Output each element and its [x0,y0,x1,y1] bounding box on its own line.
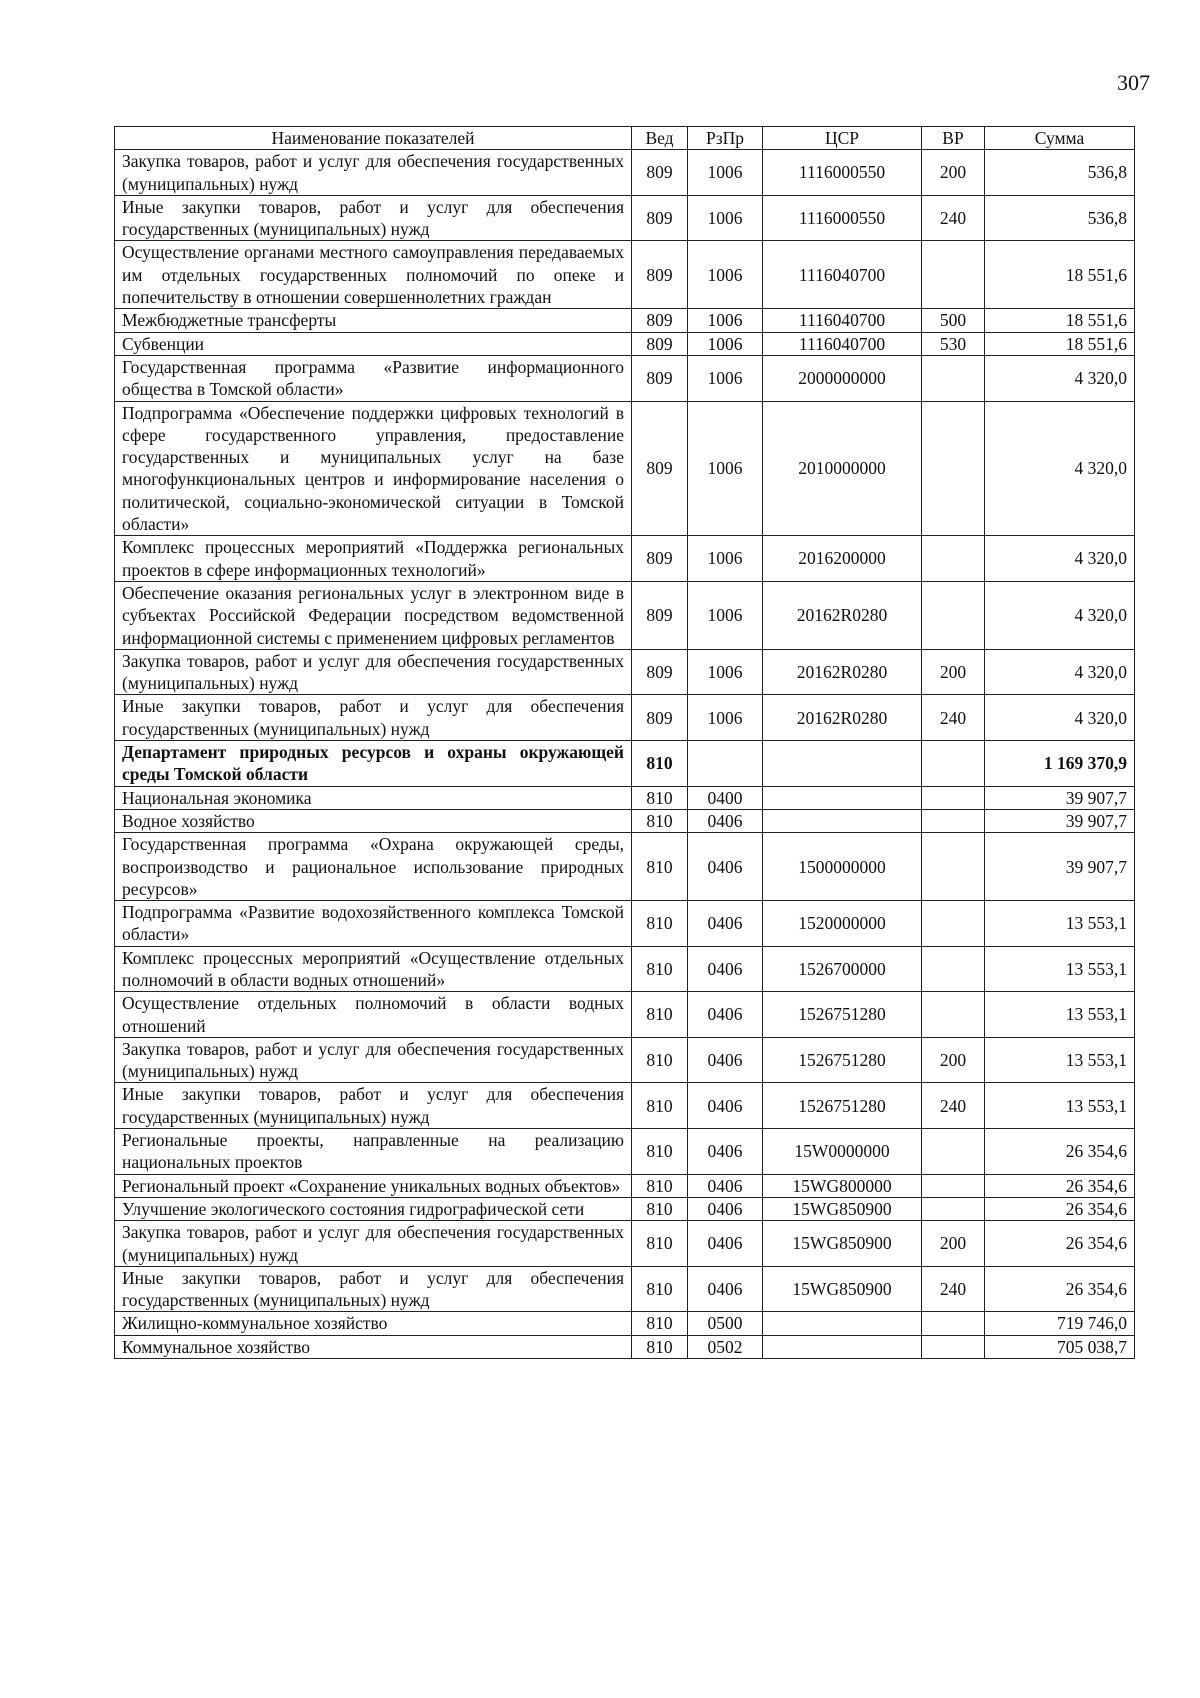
cell-sum: 4 320,0 [985,581,1135,649]
cell-name: Комплекс процессных мероприятий «Поддержка региональных проектов в сфере информационных технологий» [115,536,632,582]
table-row [115,741,1135,787]
page-number: 307 [1117,70,1150,95]
cell-ved: 810 [632,1221,688,1267]
cell-rzpr: 1006 [688,695,763,741]
cell-vr [922,1335,985,1358]
cell-vr: 240 [922,695,985,741]
cell-name: Иные закупки товаров, работ и услуг для обеспечения государственных (муниципальных) нужд [115,195,632,241]
cell-ved: 810 [632,1197,688,1220]
cell-rzpr: 1006 [688,401,763,536]
table-row [115,1174,1135,1197]
cell-rzpr: 0406 [688,809,763,832]
cell-sum: 39 907,7 [985,833,1135,901]
cell-rzpr: 1006 [688,536,763,582]
cell-csr: 1526700000 [763,946,922,992]
table-row [115,1312,1135,1335]
cell-name: Иные закупки товаров, работ и услуг для обеспечения государственных (муниципальных) нужд [115,1266,632,1312]
table-row [115,649,1135,695]
cell-csr [763,1335,922,1358]
cell-csr: 15WG800000 [763,1174,922,1197]
cell-ved: 810 [632,1335,688,1358]
cell-csr: 20162R0280 [763,649,922,695]
cell-vr [922,536,985,582]
cell-vr [922,809,985,832]
cell-vr: 240 [922,195,985,241]
cell-sum: 13 553,1 [985,946,1135,992]
table-row [115,1037,1135,1083]
cell-csr: 15WG850900 [763,1197,922,1220]
cell-sum: 13 553,1 [985,1037,1135,1083]
cell-csr: 1526751280 [763,1083,922,1129]
cell-sum: 26 354,6 [985,1174,1135,1197]
cell-csr: 20162R0280 [763,581,922,649]
cell-name: Государственная программа «Развитие информационного общества в Томской области» [115,355,632,401]
cell-csr [763,741,922,787]
cell-rzpr: 0406 [688,901,763,947]
cell-ved: 809 [632,241,688,309]
cell-name: Подпрограмма «Развитие водохозяйственного комплекса Томской области» [115,901,632,947]
cell-name: Комплекс процессных мероприятий «Осуществление отдельных полномочий в области водных отношений» [115,946,632,992]
cell-name: Осуществление органами местного самоуправления передаваемых им отдельных государственных полномочий по опеке и попечительству в отношении совершеннолетних граждан [115,241,632,309]
header-csr: ЦСР [763,127,922,150]
cell-name: Региональные проекты, направленные на реализацию национальных проектов [115,1129,632,1175]
cell-ved: 809 [632,309,688,332]
cell-name: Закупка товаров, работ и услуг для обеспечения государственных (муниципальных) нужд [115,1037,632,1083]
table-row [115,992,1135,1038]
cell-csr [763,1312,922,1335]
cell-rzpr: 0406 [688,1037,763,1083]
cell-vr: 200 [922,1037,985,1083]
cell-ved: 810 [632,1083,688,1129]
cell-name: Закупка товаров, работ и услуг для обеспечения государственных (муниципальных) нужд [115,649,632,695]
cell-csr: 2010000000 [763,401,922,536]
cell-sum: 4 320,0 [985,355,1135,401]
cell-sum: 18 551,6 [985,332,1135,355]
cell-vr: 240 [922,1083,985,1129]
cell-name: Подпрограмма «Обеспечение поддержки цифровых технологий в сфере государственного управления, предоставление государственных и муниципальных услуг на базе многофункциональных центров и информирование населения о политической, социально-экономической ситуации в Томской области» [115,401,632,536]
table-row [115,195,1135,241]
cell-name: Коммунальное хозяйство [115,1335,632,1358]
table-row [115,786,1135,809]
cell-name: Улучшение экологического состояния гидрографической сети [115,1197,632,1220]
table-row [115,150,1135,196]
cell-ved: 809 [632,195,688,241]
cell-rzpr: 1006 [688,309,763,332]
cell-csr: 20162R0280 [763,695,922,741]
cell-vr [922,241,985,309]
cell-rzpr: 0500 [688,1312,763,1335]
cell-name: Субвенции [115,332,632,355]
cell-ved: 810 [632,833,688,901]
cell-csr: 1116040700 [763,332,922,355]
cell-vr [922,992,985,1038]
table-row [115,946,1135,992]
cell-rzpr: 0406 [688,1129,763,1175]
cell-ved: 809 [632,355,688,401]
cell-sum: 39 907,7 [985,809,1135,832]
cell-rzpr: 0502 [688,1335,763,1358]
header-name: Наименование показателей [115,127,632,150]
cell-rzpr [688,741,763,787]
cell-ved: 809 [632,401,688,536]
table-row [115,309,1135,332]
cell-vr: 200 [922,649,985,695]
cell-csr: 15WG850900 [763,1221,922,1267]
cell-rzpr: 0406 [688,833,763,901]
table-row [115,1083,1135,1129]
cell-csr: 1500000000 [763,833,922,901]
cell-csr: 1526751280 [763,992,922,1038]
cell-sum: 1 169 370,9 [985,741,1135,787]
header-rzpr: РзПр [688,127,763,150]
cell-ved: 810 [632,809,688,832]
cell-ved: 810 [632,901,688,947]
cell-name: Водное хозяйство [115,809,632,832]
table-row [115,833,1135,901]
cell-rzpr: 1006 [688,241,763,309]
cell-vr: 200 [922,1221,985,1267]
cell-ved: 809 [632,649,688,695]
cell-name: Департамент природных ресурсов и охраны окружающей среды Томской области [115,741,632,787]
cell-ved: 809 [632,332,688,355]
cell-vr [922,1174,985,1197]
cell-csr [763,809,922,832]
table-row [115,1221,1135,1267]
cell-ved: 810 [632,741,688,787]
cell-sum: 26 354,6 [985,1221,1135,1267]
cell-csr: 15W0000000 [763,1129,922,1175]
cell-csr: 1116000550 [763,195,922,241]
cell-ved: 809 [632,581,688,649]
cell-name: Межбюджетные трансферты [115,309,632,332]
cell-sum: 26 354,6 [985,1266,1135,1312]
cell-sum: 4 320,0 [985,536,1135,582]
cell-ved: 809 [632,150,688,196]
cell-sum: 536,8 [985,150,1135,196]
cell-rzpr: 1006 [688,649,763,695]
cell-vr [922,946,985,992]
table-body [115,150,1135,1359]
cell-vr: 530 [922,332,985,355]
cell-sum: 26 354,6 [985,1129,1135,1175]
cell-rzpr: 1006 [688,355,763,401]
cell-vr [922,741,985,787]
cell-ved: 809 [632,536,688,582]
header-sum: Сумма [985,127,1135,150]
cell-ved: 810 [632,1174,688,1197]
cell-name: Жилищно-коммунальное хозяйство [115,1312,632,1335]
cell-vr: 500 [922,309,985,332]
cell-rzpr: 0406 [688,1221,763,1267]
cell-sum: 13 553,1 [985,992,1135,1038]
cell-sum: 536,8 [985,195,1135,241]
cell-vr: 240 [922,1266,985,1312]
cell-vr [922,581,985,649]
cell-sum: 13 553,1 [985,901,1135,947]
cell-name: Обеспечение оказания региональных услуг в электронном виде в субъектах Российской Федерации посредством ведомственной информационной системы с применением цифровых регламентов [115,581,632,649]
cell-csr: 15WG850900 [763,1266,922,1312]
cell-rzpr: 1006 [688,581,763,649]
cell-sum: 4 320,0 [985,401,1135,536]
cell-name: Государственная программа «Охрана окружающей среды, воспроизводство и рациональное использование природных ресурсов» [115,833,632,901]
cell-vr [922,1197,985,1220]
table-row [115,1197,1135,1220]
table-row [115,581,1135,649]
cell-vr [922,1129,985,1175]
cell-name: Региональный проект «Сохранение уникальных водных объектов» [115,1174,632,1197]
cell-csr: 2000000000 [763,355,922,401]
cell-ved: 810 [632,1129,688,1175]
cell-name: Осуществление отдельных полномочий в области водных отношений [115,992,632,1038]
cell-sum: 26 354,6 [985,1197,1135,1220]
table-row [115,401,1135,536]
cell-sum: 18 551,6 [985,241,1135,309]
header-ved: Вед [632,127,688,150]
cell-csr: 1116000550 [763,150,922,196]
budget-table-container [114,126,1134,1359]
cell-vr [922,401,985,536]
cell-rzpr: 0406 [688,992,763,1038]
cell-csr: 1116040700 [763,309,922,332]
cell-name: Иные закупки товаров, работ и услуг для обеспечения государственных (муниципальных) нужд [115,695,632,741]
cell-rzpr: 1006 [688,150,763,196]
cell-ved: 810 [632,946,688,992]
table-row [115,241,1135,309]
table-row [115,809,1135,832]
cell-name: Иные закупки товаров, работ и услуг для обеспечения государственных (муниципальных) нужд [115,1083,632,1129]
cell-ved: 809 [632,695,688,741]
cell-vr [922,355,985,401]
budget-table [114,126,1135,1359]
cell-sum: 4 320,0 [985,695,1135,741]
table-row [115,332,1135,355]
cell-rzpr: 0406 [688,1083,763,1129]
cell-ved: 810 [632,992,688,1038]
header-vr: ВР [922,127,985,150]
cell-sum: 4 320,0 [985,649,1135,695]
table-header-row [115,127,1135,150]
table-row [115,901,1135,947]
cell-ved: 810 [632,1266,688,1312]
cell-vr [922,901,985,947]
cell-rzpr: 0400 [688,786,763,809]
cell-vr [922,1312,985,1335]
cell-csr: 1116040700 [763,241,922,309]
cell-name: Закупка товаров, работ и услуг для обеспечения государственных (муниципальных) нужд [115,150,632,196]
table-row [115,355,1135,401]
table-row [115,1335,1135,1358]
table-row [115,1129,1135,1175]
table-row [115,1266,1135,1312]
cell-vr: 200 [922,150,985,196]
cell-rzpr: 1006 [688,195,763,241]
cell-name: Закупка товаров, работ и услуг для обеспечения государственных (муниципальных) нужд [115,1221,632,1267]
cell-sum: 13 553,1 [985,1083,1135,1129]
cell-sum: 705 038,7 [985,1335,1135,1358]
table-row [115,695,1135,741]
cell-rzpr: 1006 [688,332,763,355]
cell-rzpr: 0406 [688,1197,763,1220]
cell-rzpr: 0406 [688,946,763,992]
cell-vr [922,833,985,901]
cell-csr [763,786,922,809]
cell-name: Национальная экономика [115,786,632,809]
cell-ved: 810 [632,1312,688,1335]
cell-rzpr: 0406 [688,1266,763,1312]
cell-rzpr: 0406 [688,1174,763,1197]
cell-csr: 1520000000 [763,901,922,947]
cell-csr: 1526751280 [763,1037,922,1083]
table-row [115,536,1135,582]
cell-sum: 39 907,7 [985,786,1135,809]
cell-ved: 810 [632,1037,688,1083]
cell-csr: 2016200000 [763,536,922,582]
cell-vr [922,786,985,809]
cell-sum: 18 551,6 [985,309,1135,332]
cell-ved: 810 [632,786,688,809]
cell-sum: 719 746,0 [985,1312,1135,1335]
